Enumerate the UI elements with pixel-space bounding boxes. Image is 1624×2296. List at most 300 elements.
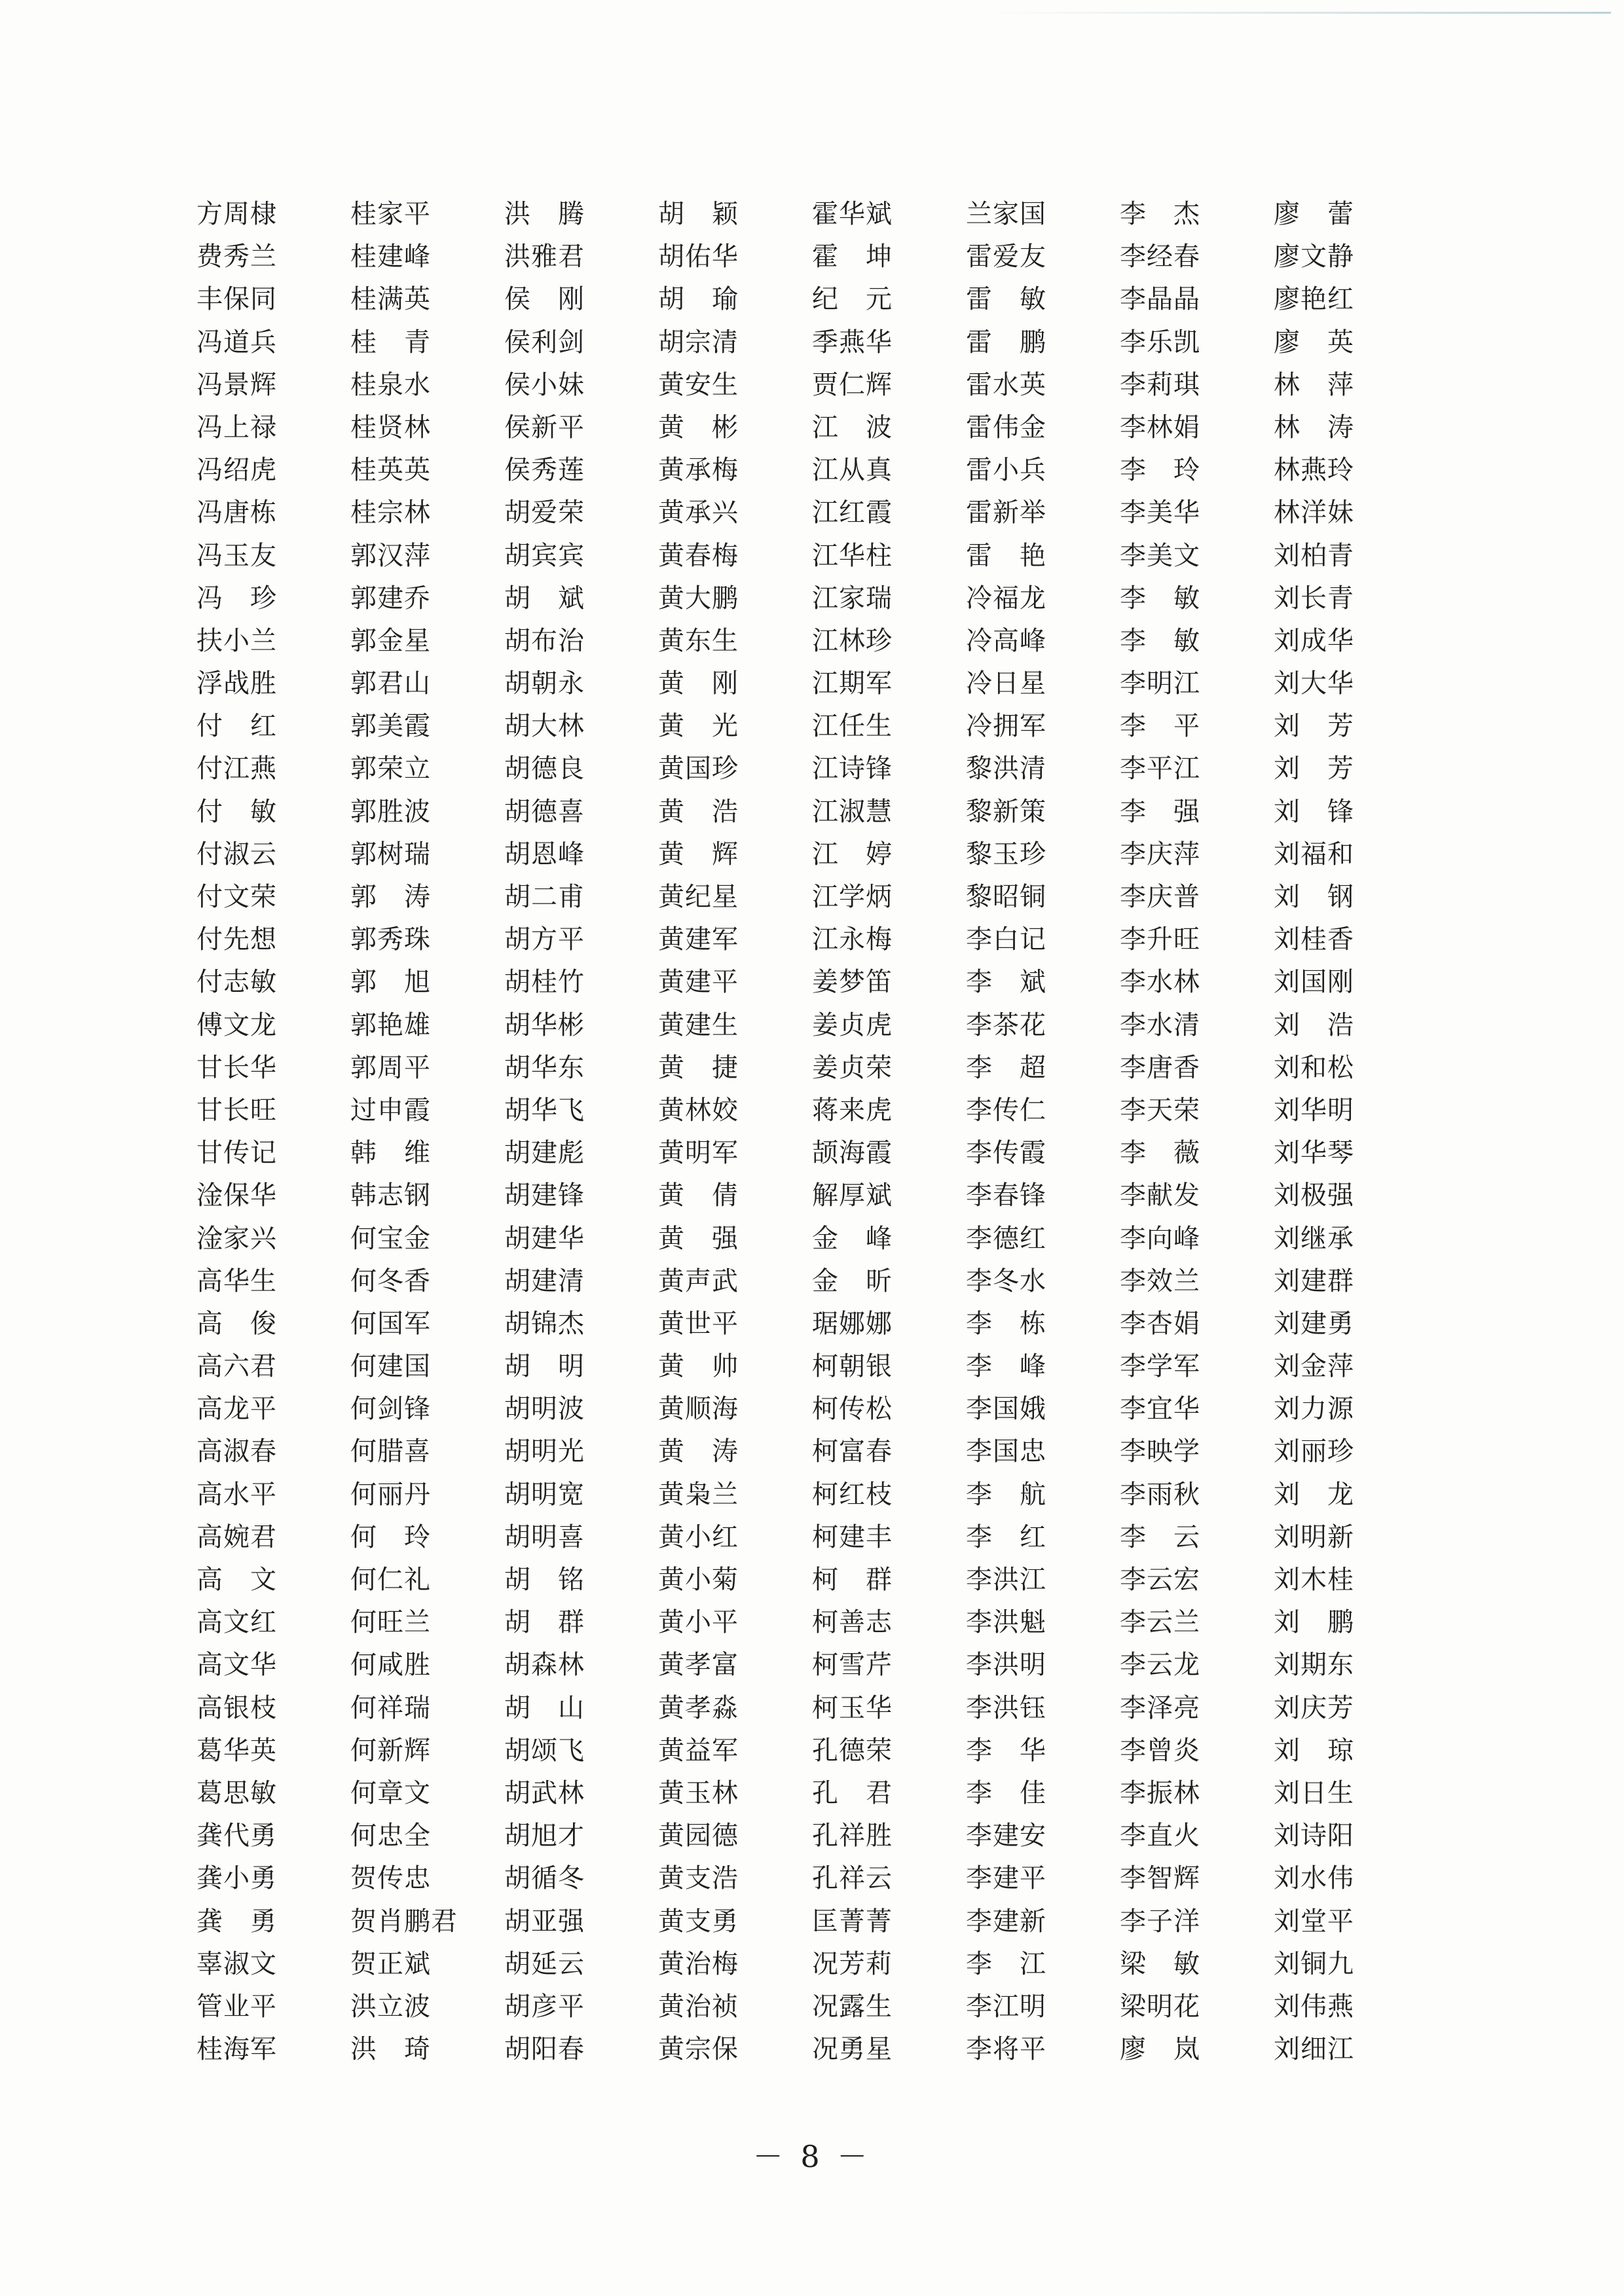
name-cell: 胡旭才 [504, 1821, 585, 1851]
name-cell: 扶小兰 [196, 625, 277, 656]
name-cell: 贺传忠 [350, 1863, 431, 1894]
name-cell: 霍华斌 [812, 199, 893, 229]
name-cell: 黄孝富 [658, 1650, 739, 1681]
name-cell: 高文华 [196, 1650, 277, 1681]
name-cell: 高银枝 [196, 1692, 277, 1723]
name-cell: 甘长华 [196, 1052, 277, 1083]
name-cell: 李泽亮 [1120, 1692, 1200, 1723]
name-cell: 何祥瑞 [350, 1692, 431, 1723]
name-cell: 郭艳雄 [350, 1010, 431, 1040]
name-cell: 江永梅 [812, 924, 893, 955]
name-cell: 贺肖鹏君 [350, 1906, 458, 1937]
name-cell: 江林珍 [812, 625, 893, 656]
name-cell: 李春锋 [966, 1180, 1046, 1211]
name-cell: 孔 君 [812, 1777, 893, 1808]
name-cell: 刘大华 [1274, 668, 1354, 699]
name-cell: 胡朝永 [504, 668, 585, 699]
name-cell: 黄纪星 [658, 882, 739, 912]
name-cell: 胡桂竹 [504, 967, 585, 998]
name-cell: 江 婷 [812, 839, 893, 869]
name-cell: 甘传记 [196, 1138, 277, 1169]
name-cell: 黄治祯 [658, 1991, 739, 2022]
name-cell: 李美华 [1120, 498, 1200, 528]
name-cell: 李学军 [1120, 1351, 1200, 1382]
name-cell: 刘长青 [1274, 583, 1354, 613]
name-cell: 李 敏 [1120, 625, 1200, 656]
name-cell: 刘 锋 [1274, 796, 1354, 827]
name-cell: 冯道兵 [196, 327, 277, 357]
name-cell: 何建国 [350, 1351, 431, 1382]
name-cell: 姜梦笛 [812, 967, 893, 998]
name-cell: 黎新策 [966, 796, 1046, 827]
name-cell: 廖艳红 [1274, 284, 1354, 315]
name-cell: 黄 光 [658, 711, 739, 742]
name-cell: 刘庆芳 [1274, 1692, 1354, 1723]
name-cell: 管业平 [196, 1991, 277, 2022]
name-cell: 付志敏 [196, 967, 277, 998]
name-cell: 刘铜九 [1274, 1948, 1354, 1979]
name-cell: 胡颂飞 [504, 1735, 585, 1766]
name-cell: 胡明光 [504, 1436, 585, 1467]
name-cell: 黄 倩 [658, 1180, 739, 1211]
name-cell: 颉海霞 [812, 1138, 893, 1169]
name-cell: 黄支浩 [658, 1863, 739, 1894]
name-cell: 胡华彬 [504, 1010, 585, 1040]
name-cell: 李 江 [966, 1948, 1046, 1979]
name-cell: 郭汉萍 [350, 540, 431, 571]
name-cell: 李曾炎 [1120, 1735, 1200, 1766]
name-cell: 胡二甫 [504, 882, 585, 912]
name-cell: 龚 勇 [196, 1906, 277, 1937]
name-cell: 江期军 [812, 668, 893, 699]
name-cell: 江家瑞 [812, 583, 893, 613]
name-cell: 李智辉 [1120, 1863, 1200, 1894]
name-cell: 何旺兰 [350, 1607, 431, 1638]
name-cell: 李向峰 [1120, 1223, 1200, 1254]
name-cell: 李云兰 [1120, 1607, 1200, 1638]
name-cell: 李美文 [1120, 540, 1200, 571]
name-cell: 胡建锋 [504, 1180, 585, 1211]
name-cell: 侯小妹 [504, 369, 585, 400]
name-cell: 胡 明 [504, 1351, 585, 1382]
name-cell: 刘建群 [1274, 1266, 1354, 1296]
name-cell: 刘 琼 [1274, 1735, 1354, 1766]
name-cell: 胡建清 [504, 1266, 585, 1296]
name-cell: 江学炳 [812, 882, 893, 912]
name-cell: 柯建丰 [812, 1522, 893, 1552]
name-cell: 刘 钢 [1274, 882, 1354, 912]
name-cell: 李直火 [1120, 1821, 1200, 1851]
name-cell: 何咸胜 [350, 1650, 431, 1681]
name-cell: 江从真 [812, 455, 893, 486]
name-cell: 廖 岚 [1120, 2034, 1200, 2065]
name-cell: 淦家兴 [196, 1223, 277, 1254]
name-cell: 黎玉珍 [966, 839, 1046, 869]
name-cell: 高六君 [196, 1351, 277, 1382]
name-cell: 黄声武 [658, 1266, 739, 1296]
name-cell: 李 峰 [966, 1351, 1046, 1382]
name-cell: 何冬香 [350, 1266, 431, 1296]
name-cell: 冷拥军 [966, 711, 1046, 742]
name-cell: 黄春梅 [658, 540, 739, 571]
name-cell: 李献发 [1120, 1180, 1200, 1211]
name-cell: 洪 琦 [350, 2034, 431, 2065]
name-cell: 刘期东 [1274, 1650, 1354, 1681]
name-cell: 胡 瑜 [658, 284, 739, 315]
name-cell: 郭荣立 [350, 754, 431, 784]
name-cell: 桂 青 [350, 327, 431, 357]
name-cell: 李国娥 [966, 1394, 1046, 1425]
name-cell: 傅文龙 [196, 1010, 277, 1040]
name-cell: 黄世平 [658, 1308, 739, 1339]
name-cell: 李晶晶 [1120, 284, 1200, 315]
name-cell: 李 栋 [966, 1308, 1046, 1339]
name-cell: 柯红枝 [812, 1479, 893, 1510]
name-cell: 黄 涛 [658, 1436, 739, 1467]
name-cell: 胡方平 [504, 924, 585, 955]
name-cell: 冷高峰 [966, 625, 1046, 656]
name-cell: 李经春 [1120, 242, 1200, 272]
name-cell: 付文荣 [196, 882, 277, 912]
name-cell: 姜贞荣 [812, 1052, 893, 1083]
name-cell: 江华柱 [812, 540, 893, 571]
name-cell: 郭胜波 [350, 796, 431, 827]
name-cell: 柯 群 [812, 1565, 893, 1595]
name-cell: 方周棣 [196, 199, 277, 229]
name-cell: 郭金星 [350, 625, 431, 656]
name-cell: 胡建华 [504, 1223, 585, 1254]
name-cell: 李庆萍 [1120, 839, 1200, 869]
name-cell: 李茶花 [966, 1010, 1046, 1040]
name-cell: 浮战胜 [196, 668, 277, 699]
name-cell: 李平江 [1120, 754, 1200, 784]
name-cell: 冯唐栋 [196, 498, 277, 528]
name-cell: 李云龙 [1120, 1650, 1200, 1681]
name-cell: 黄 彬 [658, 412, 739, 443]
name-cell: 何新辉 [350, 1735, 431, 1766]
name-cell: 柯玉华 [812, 1692, 893, 1723]
scan-edge-line [982, 12, 1611, 14]
name-cell: 桂满英 [350, 284, 431, 315]
name-cell: 侯利剑 [504, 327, 585, 357]
name-cell: 刘建勇 [1274, 1308, 1354, 1339]
name-cell: 柯雪芹 [812, 1650, 893, 1681]
name-cell: 胡德喜 [504, 796, 585, 827]
name-cell: 李杏娟 [1120, 1308, 1200, 1339]
name-cell: 侯秀莲 [504, 455, 585, 486]
name-cell: 李 玲 [1120, 455, 1200, 486]
name-cell: 冯上禄 [196, 412, 277, 443]
name-cell: 刘 鹏 [1274, 1607, 1354, 1638]
name-cell: 冯玉友 [196, 540, 277, 571]
name-cell: 廖文静 [1274, 242, 1354, 272]
name-cell: 韩 维 [350, 1138, 431, 1169]
name-cell: 李 斌 [966, 967, 1046, 998]
name-cell: 李 云 [1120, 1522, 1200, 1552]
name-cell: 胡 群 [504, 1607, 585, 1638]
name-cell: 李 敏 [1120, 583, 1200, 613]
name-cell: 柯善志 [812, 1607, 893, 1638]
name-cell: 胡布治 [504, 625, 585, 656]
name-cell: 梁明花 [1120, 1991, 1200, 2022]
name-cell: 付先想 [196, 924, 277, 955]
name-cell: 费秀兰 [196, 242, 277, 272]
name-cell: 李升旺 [1120, 924, 1200, 955]
page-number: － 8 － [752, 2139, 872, 2174]
name-cell: 刘伟燕 [1274, 1991, 1354, 2022]
name-cell: 李莉琪 [1120, 369, 1200, 400]
name-cell: 黄玉林 [658, 1777, 739, 1808]
name-cell: 胡明波 [504, 1394, 585, 1425]
name-cell: 黄小红 [658, 1522, 739, 1552]
name-cell: 雷伟金 [966, 412, 1046, 443]
name-cell: 李唐香 [1120, 1052, 1200, 1083]
name-cell: 胡大林 [504, 711, 585, 742]
name-cell: 解厚斌 [812, 1180, 893, 1211]
name-cell: 刘堂平 [1274, 1906, 1354, 1937]
name-cell: 黄明军 [658, 1138, 739, 1169]
name-cell: 桂家平 [350, 199, 431, 229]
name-cell: 琚娜娜 [812, 1308, 893, 1339]
name-cell: 何腊喜 [350, 1436, 431, 1467]
name-cell: 江诗锋 [812, 754, 893, 784]
name-cell: 胡 山 [504, 1692, 585, 1723]
name-cell: 何忠全 [350, 1821, 431, 1851]
name-cell: 孔祥云 [812, 1863, 893, 1894]
name-cell: 刘 龙 [1274, 1479, 1354, 1510]
name-cell: 江任生 [812, 711, 893, 742]
name-cell: 刘福和 [1274, 839, 1354, 869]
name-cell: 李德红 [966, 1223, 1046, 1254]
name-cell: 胡爱荣 [504, 498, 585, 528]
name-cell: 李白记 [966, 924, 1046, 955]
name-cell: 林 萍 [1274, 369, 1354, 400]
name-cell: 黄宗保 [658, 2034, 739, 2065]
name-cell: 胡明喜 [504, 1522, 585, 1552]
name-cell: 蒋来虎 [812, 1095, 893, 1125]
name-cell: 黄 刚 [658, 668, 739, 699]
name-cell: 何章文 [350, 1777, 431, 1808]
name-cell: 贾仁辉 [812, 369, 893, 400]
name-cell: 刘金萍 [1274, 1351, 1354, 1382]
name-cell: 洪 腾 [504, 199, 585, 229]
name-cell: 桂泉水 [350, 369, 431, 400]
name-cell: 刘极强 [1274, 1180, 1354, 1211]
name-cell: 李乐凯 [1120, 327, 1200, 357]
name-cell: 胡华东 [504, 1052, 585, 1083]
name-cell: 高华生 [196, 1266, 277, 1296]
name-cell: 高婉君 [196, 1522, 277, 1552]
name-cell: 李洪明 [966, 1650, 1046, 1681]
name-cell: 刘细江 [1274, 2034, 1354, 2065]
name-cell: 李洪钰 [966, 1692, 1046, 1723]
name-cell: 桂建峰 [350, 242, 431, 272]
name-cell: 刘华明 [1274, 1095, 1354, 1125]
name-cell: 黎洪清 [966, 754, 1046, 784]
name-cell: 霍 坤 [812, 242, 893, 272]
name-cell: 黄建平 [658, 967, 739, 998]
name-cell: 黄建生 [658, 1010, 739, 1040]
name-cell: 胡宗清 [658, 327, 739, 357]
name-cell: 胡明宽 [504, 1479, 585, 1510]
name-cell: 柯富春 [812, 1436, 893, 1467]
name-cell: 桂宗林 [350, 498, 431, 528]
name-cell: 李 红 [966, 1522, 1046, 1552]
name-cell: 胡延云 [504, 1948, 585, 1979]
name-cell: 李天荣 [1120, 1095, 1200, 1125]
name-cell: 李建安 [966, 1821, 1046, 1851]
name-cell: 黄承兴 [658, 498, 739, 528]
name-cell: 胡 颖 [658, 199, 739, 229]
name-cell: 胡宾宾 [504, 540, 585, 571]
name-cell: 刘明新 [1274, 1522, 1354, 1552]
name-cell: 黎昭铜 [966, 882, 1046, 912]
name-cell: 李宜华 [1120, 1394, 1200, 1425]
name-cell: 冷日星 [966, 668, 1046, 699]
name-cell: 雷爱友 [966, 242, 1046, 272]
name-cell: 江淑慧 [812, 796, 893, 827]
name-cell: 雷 艳 [966, 540, 1046, 571]
name-cell: 廖 英 [1274, 327, 1354, 357]
name-cell: 甘长旺 [196, 1095, 277, 1125]
name-cell: 黄孝淼 [658, 1692, 739, 1723]
name-cell: 李 华 [966, 1735, 1046, 1766]
name-cell: 雷 敏 [966, 284, 1046, 315]
name-cell: 金 峰 [812, 1223, 893, 1254]
name-list-grid [196, 193, 1428, 2071]
name-cell: 何国军 [350, 1308, 431, 1339]
name-cell: 刘继承 [1274, 1223, 1354, 1254]
name-cell: 李雨秋 [1120, 1479, 1200, 1510]
name-cell: 郭君山 [350, 668, 431, 699]
name-cell: 刘日生 [1274, 1777, 1354, 1808]
name-cell: 黄 帅 [658, 1351, 739, 1382]
name-cell: 梁 敏 [1120, 1948, 1200, 1979]
name-cell: 李 杰 [1120, 199, 1200, 229]
name-cell: 李水林 [1120, 967, 1200, 998]
name-cell: 侯 刚 [504, 284, 585, 315]
name-cell: 冷福龙 [966, 583, 1046, 613]
name-cell: 李 强 [1120, 796, 1200, 827]
name-cell: 郭 涛 [350, 882, 431, 912]
name-cell: 龚代勇 [196, 1821, 277, 1851]
name-cell: 况芳莉 [812, 1948, 893, 1979]
name-cell: 雷新举 [966, 498, 1046, 528]
name-cell: 胡华飞 [504, 1095, 585, 1125]
name-cell: 淦保华 [196, 1180, 277, 1211]
name-cell: 胡德良 [504, 754, 585, 784]
name-cell: 李效兰 [1120, 1266, 1200, 1296]
name-cell: 李洪江 [966, 1565, 1046, 1595]
name-cell: 胡锦杰 [504, 1308, 585, 1339]
name-cell: 黄 强 [658, 1223, 739, 1254]
name-cell: 李 航 [966, 1479, 1046, 1510]
name-cell: 廖 蕾 [1274, 199, 1354, 229]
name-cell: 高 俊 [196, 1308, 277, 1339]
name-cell: 刘国刚 [1274, 967, 1354, 998]
name-cell: 郭建乔 [350, 583, 431, 613]
name-cell: 刘桂香 [1274, 924, 1354, 955]
name-cell: 洪雅君 [504, 242, 585, 272]
name-cell: 何 玲 [350, 1522, 431, 1552]
name-cell: 刘 浩 [1274, 1010, 1354, 1040]
name-cell: 何剑锋 [350, 1394, 431, 1425]
name-cell: 林 涛 [1274, 412, 1354, 443]
name-cell: 胡彦平 [504, 1991, 585, 2022]
name-cell: 李传霞 [966, 1138, 1046, 1169]
name-cell: 黄东生 [658, 625, 739, 656]
name-cell: 葛华英 [196, 1735, 277, 1766]
name-cell: 雷水英 [966, 369, 1046, 400]
name-cell: 韩志钢 [350, 1180, 431, 1211]
name-cell: 李冬水 [966, 1266, 1046, 1296]
name-cell: 李建新 [966, 1906, 1046, 1937]
name-cell: 胡武林 [504, 1777, 585, 1808]
name-cell: 郭美霞 [350, 711, 431, 742]
name-cell: 刘 芳 [1274, 711, 1354, 742]
name-cell: 江 波 [812, 412, 893, 443]
name-cell: 刘华琴 [1274, 1138, 1354, 1169]
name-cell: 黄小菊 [658, 1565, 739, 1595]
name-cell: 兰家国 [966, 199, 1046, 229]
name-cell: 辜淑文 [196, 1948, 277, 1979]
name-cell: 高文红 [196, 1607, 277, 1638]
name-cell: 胡建彪 [504, 1138, 585, 1169]
name-cell: 李国忠 [966, 1436, 1046, 1467]
name-cell: 付 敏 [196, 796, 277, 827]
name-cell: 胡阳春 [504, 2034, 585, 2065]
name-cell: 黄支勇 [658, 1906, 739, 1937]
name-cell: 龚小勇 [196, 1863, 277, 1894]
name-cell: 雷 鹏 [966, 327, 1046, 357]
name-cell: 胡恩峰 [504, 839, 585, 869]
name-cell: 黄顺海 [658, 1394, 739, 1425]
name-cell: 黄建军 [658, 924, 739, 955]
name-cell: 金 昕 [812, 1266, 893, 1296]
name-cell: 黄安生 [658, 369, 739, 400]
name-cell: 胡 铭 [504, 1565, 585, 1595]
name-cell: 胡亚强 [504, 1906, 585, 1937]
name-cell: 柯传松 [812, 1394, 893, 1425]
name-cell: 冯景辉 [196, 369, 277, 400]
name-cell: 黄枭兰 [658, 1479, 739, 1510]
name-cell: 黄 辉 [658, 839, 739, 869]
name-cell: 付淑云 [196, 839, 277, 869]
name-cell: 黄益军 [658, 1735, 739, 1766]
name-cell: 丰保同 [196, 284, 277, 315]
name-cell: 葛思敏 [196, 1777, 277, 1808]
name-cell: 李林娟 [1120, 412, 1200, 443]
name-cell: 冯 珍 [196, 583, 277, 613]
name-cell: 刘和松 [1274, 1052, 1354, 1083]
name-cell: 况勇星 [812, 2034, 893, 2065]
name-cell: 冯绍虎 [196, 455, 277, 486]
name-cell: 李子洋 [1120, 1906, 1200, 1937]
name-cell: 李将平 [966, 2034, 1046, 2065]
name-cell: 郭周平 [350, 1052, 431, 1083]
name-cell: 桂贤林 [350, 412, 431, 443]
name-cell: 桂英英 [350, 455, 431, 486]
name-cell: 林燕玲 [1274, 455, 1354, 486]
name-cell: 高水平 [196, 1479, 277, 1510]
name-cell: 李 薇 [1120, 1138, 1200, 1169]
name-cell: 李明江 [1120, 668, 1200, 699]
name-cell: 高淑春 [196, 1436, 277, 1467]
name-cell: 黄治梅 [658, 1948, 739, 1979]
name-cell: 纪 元 [812, 284, 893, 315]
name-cell: 黄大鹏 [658, 583, 739, 613]
name-cell: 黄小平 [658, 1607, 739, 1638]
